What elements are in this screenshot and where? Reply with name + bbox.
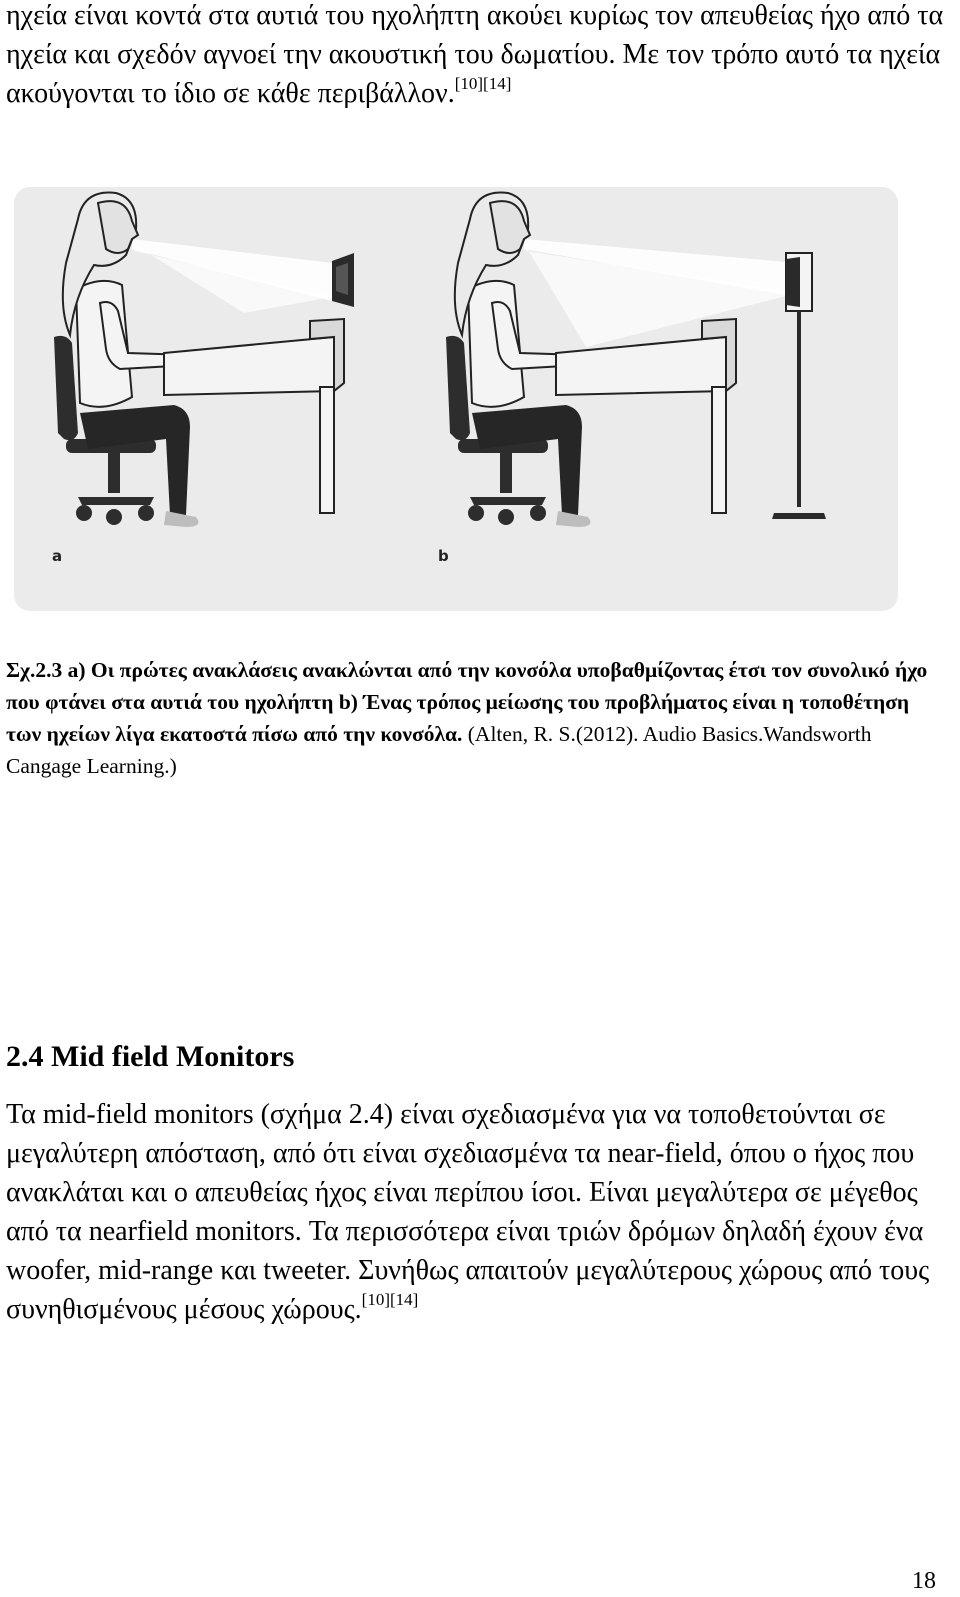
intro-paragraph-text: ηχεία είναι κοντά στα αυτιά του ηχολήπτη ακούει κυρίως τον απευθείας ήχο από τα ηχεία και σχεδόν αγνοεί την ακουστική του δωματίου. Με τον τρόπο αυτό τα ηχεία ακούγονται το ίδιο σε κάθε περιβάλλον.	[6, 0, 944, 109]
body-paragraph	[6, 1095, 956, 1329]
intro-paragraph	[6, 0, 956, 113]
figure-caption	[6, 654, 946, 782]
body-citation: [10][14]	[361, 1290, 419, 1309]
body-paragraph-text: Τα mid-field monitors (σχήμα 2.4) είναι σχεδιασμένα για να τοποθετούνται σε μεγαλύτερη απόσταση, από ότι είναι σχεδιασμένα τα near-field, όπου ο ήχος που ανακλάται και ο απευθείας ήχος είναι περίπου ίσοι. Είναι μεγαλύτερα σε μέγεθος από τα nearfield monitors. Τα περισσότερα είναι τριών δρόμων δηλαδή έχουν ένα woofer, mid-range και tweeter. Συνήθως απαιτούν μεγαλύτερους χώρους από τους συνηθισμένους μέσους χώρους.	[6, 1099, 930, 1325]
section-heading: 2.4 Mid field Monitors	[6, 1040, 295, 1073]
intro-citation: [10][14]	[454, 74, 512, 93]
page-number: 18	[912, 1568, 936, 1594]
panel-a-label: a	[52, 547, 63, 565]
figure-listening-positions	[14, 187, 898, 611]
caption-bold: Σχ.2.3 a) Οι πρώτες ανακλάσεις ανακλώνται από την κονσόλα υποβαθμίζοντας έτσι τον συνολικό ήχο που φτάνει στα αυτιά του ηχολήπτη b) Ένας τρόπος μείωσης του προβλήματος είναι η τοποθέτηση των ηχείων λίγα εκατοστά πίσω από την κονσόλα.	[6, 658, 928, 746]
panel-b-label: b	[438, 547, 449, 565]
caption-reference: (Alten, R. S.(2012). Audio Basics.Wandsworth Cangage Learning.)	[6, 722, 872, 778]
